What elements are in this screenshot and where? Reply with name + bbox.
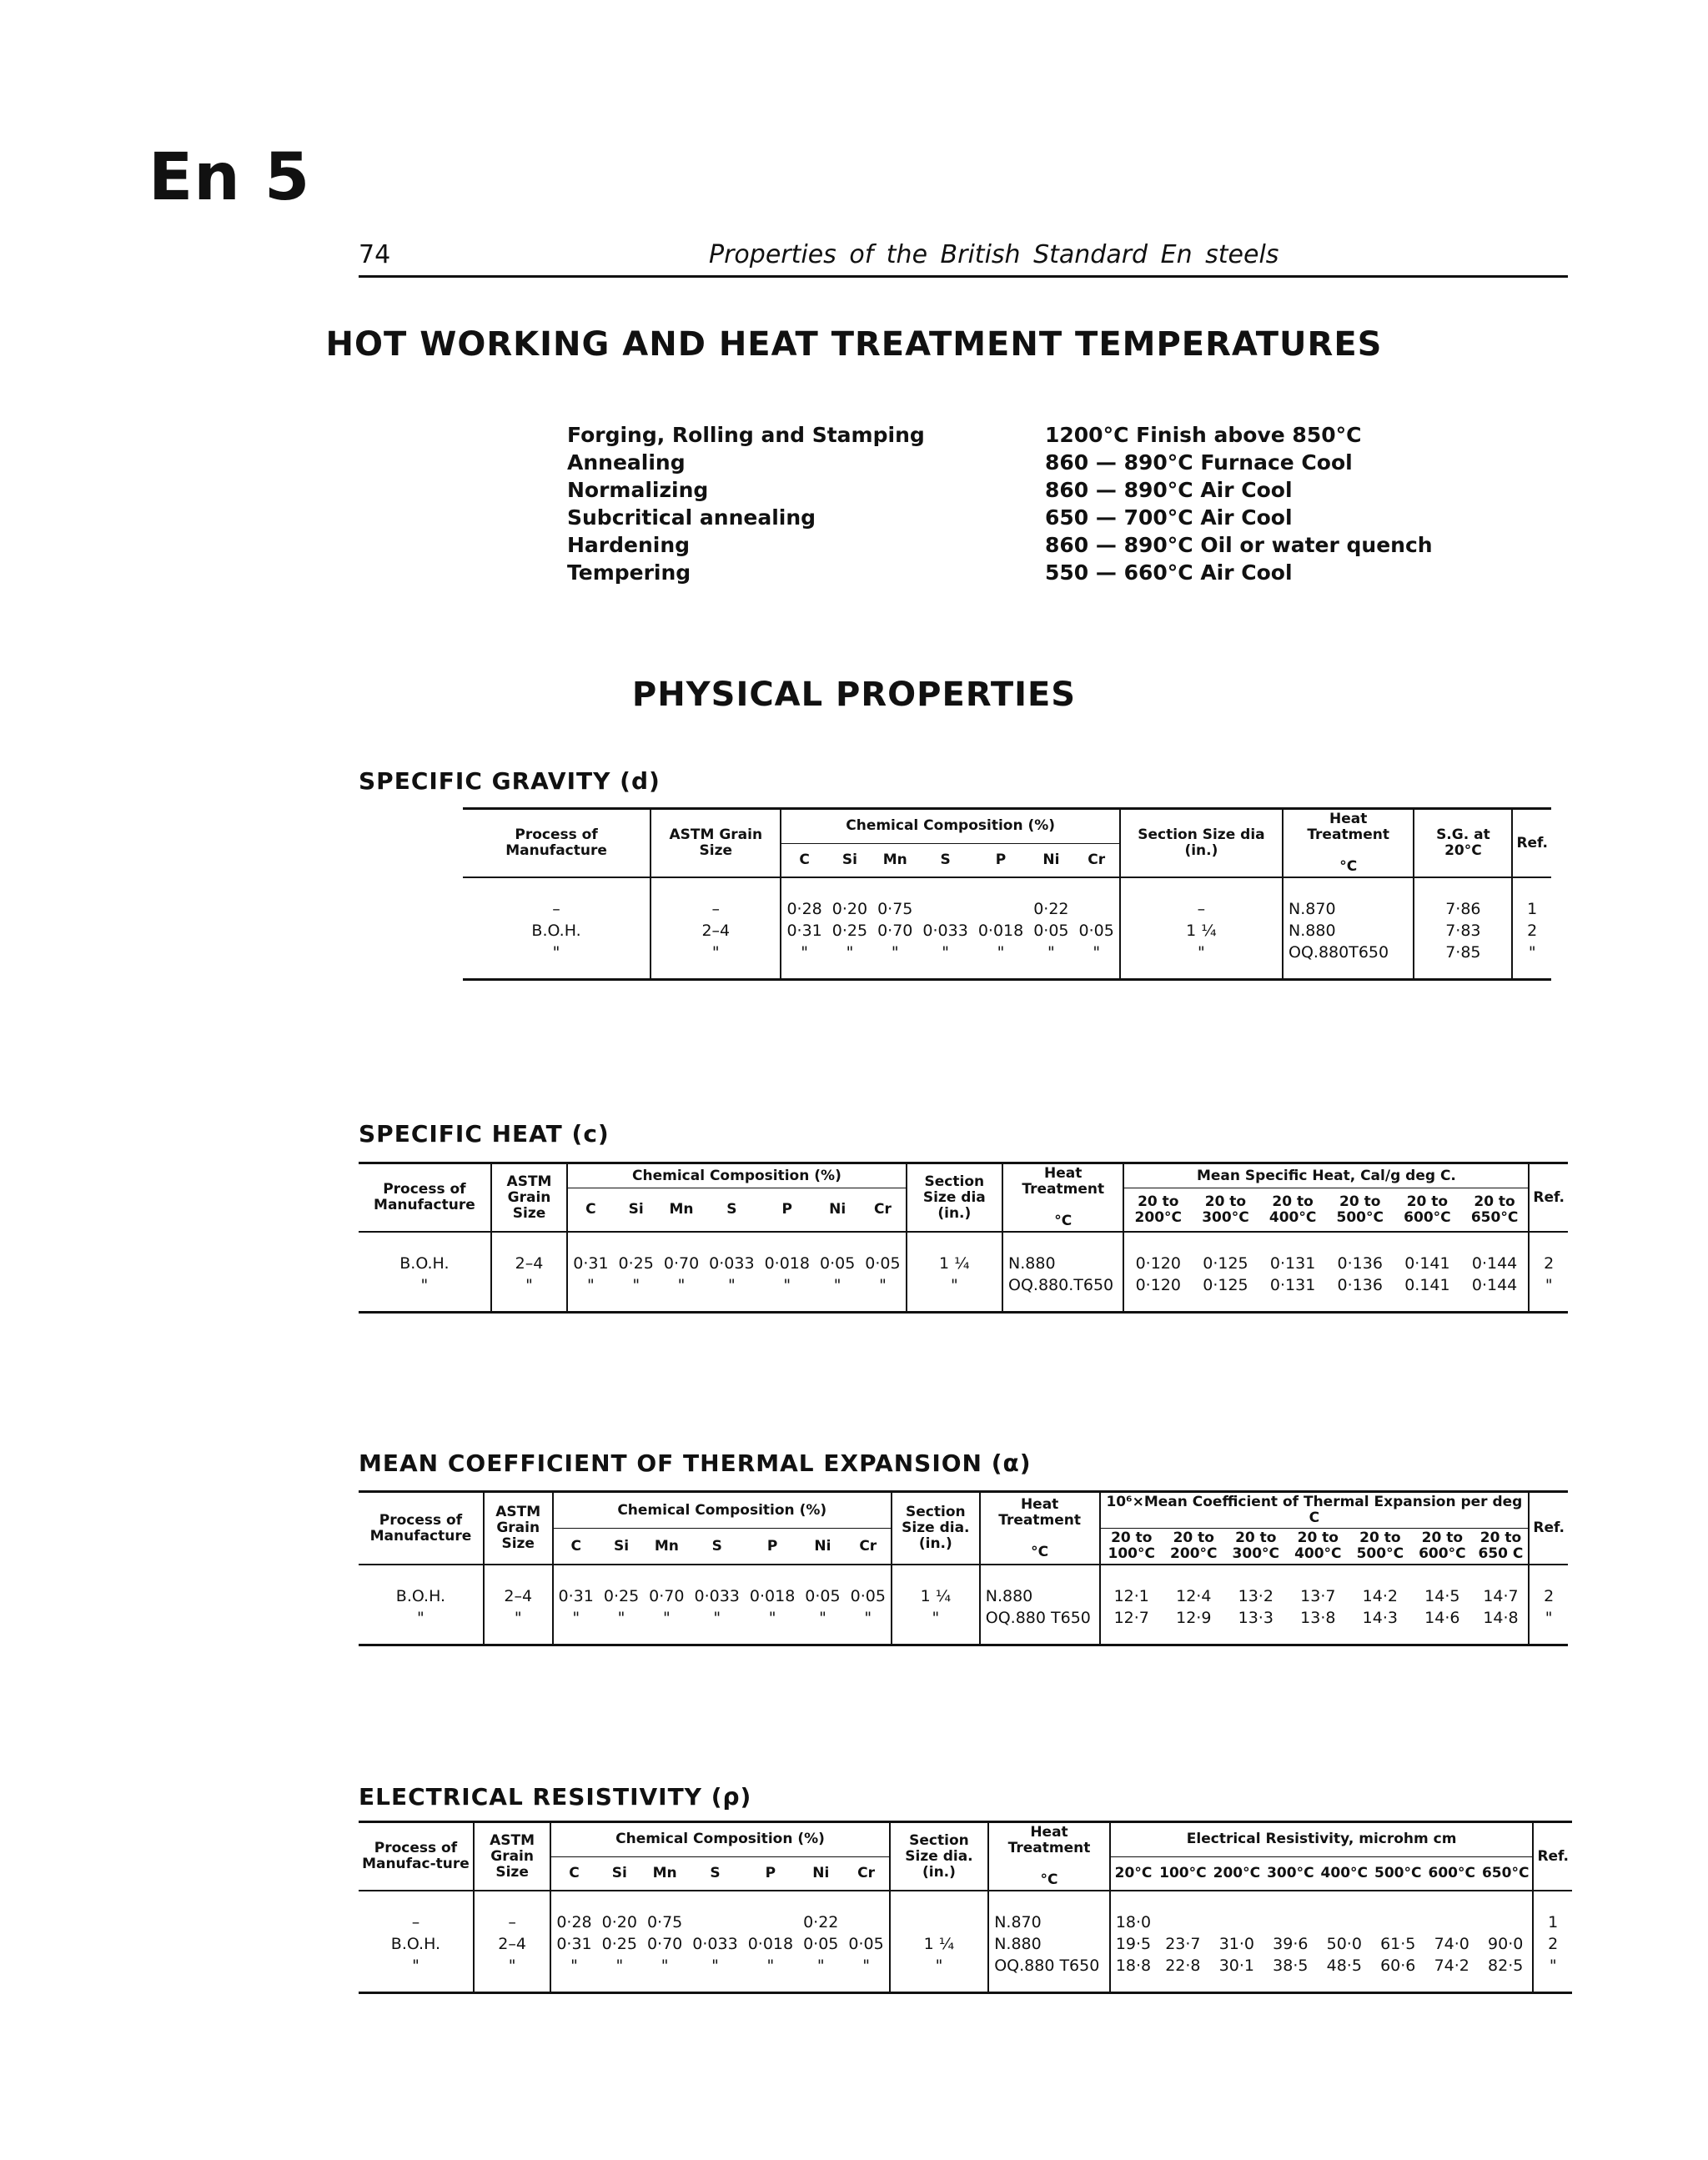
range-header: 20 to 200°C xyxy=(1170,1530,1218,1562)
composition-cell: " xyxy=(711,1957,719,1975)
value-cell: 48·5 xyxy=(1326,1957,1362,1975)
range-header: 20 to 650 C xyxy=(1478,1530,1524,1562)
value-cell: 22·8 xyxy=(1165,1957,1201,1975)
composition-cell: " xyxy=(781,942,826,980)
value-cell xyxy=(1156,1891,1209,1933)
process-header: Process of Manufacture xyxy=(463,809,651,878)
treatment-process: Normalizing xyxy=(567,478,709,502)
composition-cell: 0·05 xyxy=(805,1587,841,1605)
ref-cell: " xyxy=(1529,1274,1568,1313)
value-cell: 0.141 xyxy=(1404,1276,1450,1294)
section-cell: " xyxy=(907,1274,1002,1313)
astm-header: ASTM Grain Size xyxy=(651,809,781,878)
section-cell: 1 ¼ xyxy=(907,1232,1002,1274)
range-header: 100°C xyxy=(1159,1864,1207,1881)
treatment-row xyxy=(567,449,1434,476)
value-cell: 30·1 xyxy=(1218,1957,1254,1975)
sg-cell: 7·83 xyxy=(1414,920,1512,942)
ref-cell: " xyxy=(1512,942,1551,980)
heat-treatment-header: Heat Treatment °C xyxy=(1283,809,1414,878)
range-header: 20 to 300°C xyxy=(1232,1530,1280,1562)
composition-cell: " xyxy=(1047,943,1055,962)
composition-cell: " xyxy=(661,1957,669,1975)
astm-header: ASTM Grain Size xyxy=(474,1822,550,1891)
value-cell: 82·5 xyxy=(1488,1957,1524,1975)
astm-header: ASTM Grain Size xyxy=(491,1163,567,1233)
composition-cell: " xyxy=(833,1276,841,1294)
composition-cell: " xyxy=(846,943,854,962)
sg-cell: 7·85 xyxy=(1414,942,1512,980)
ref-cell: 1 xyxy=(1533,1891,1572,1933)
section-cell: – xyxy=(1120,877,1283,920)
value-cell: 38·5 xyxy=(1273,1957,1309,1975)
element-header: C xyxy=(567,1188,613,1232)
table-row xyxy=(463,920,1551,942)
ref-cell: 2 xyxy=(1529,1565,1568,1607)
composition-cell: 0·75 xyxy=(646,1913,683,1931)
value-cell: 0·144 xyxy=(1471,1254,1518,1273)
composition-cell: 0·22 xyxy=(1033,900,1069,918)
treatment-process: Subcritical annealing xyxy=(567,505,816,530)
value-cell: 61·5 xyxy=(1380,1935,1416,1953)
composition-cell xyxy=(917,877,972,920)
composition-cell: " xyxy=(713,1609,721,1627)
range-header: 20 to 200°C xyxy=(1123,1188,1192,1232)
steel-grade-label: En 5 xyxy=(148,140,311,215)
element-mn-header: Mn xyxy=(882,851,907,868)
value-cell xyxy=(1479,1891,1533,1933)
process-cell: B.O.H. xyxy=(390,1935,441,1953)
range-header: 300°C xyxy=(1267,1864,1314,1881)
composition-cell: 0·70 xyxy=(877,922,913,940)
composition-cell: 0·033 xyxy=(922,922,968,940)
value-cell: 13·8 xyxy=(1300,1609,1336,1627)
astm-cell: – xyxy=(651,877,781,920)
composition-cell: 0·20 xyxy=(831,900,868,918)
astm-cell: " xyxy=(474,1955,550,1993)
section-cell: 1 ¼ xyxy=(1120,920,1283,942)
composition-cell xyxy=(743,1891,798,1933)
sg-cell: 7·86 xyxy=(1414,877,1512,920)
heat-treatment-cell: N.870 xyxy=(1283,877,1414,920)
section-cell: " xyxy=(892,1607,980,1645)
element-header: Si xyxy=(613,1537,630,1555)
element-cr-header: Cr xyxy=(1088,851,1106,868)
composition-cell: " xyxy=(997,943,1005,962)
process-cell: B.O.H. xyxy=(531,922,581,940)
value-cell: 14·7 xyxy=(1483,1587,1519,1605)
composition-cell: 0·018 xyxy=(749,1587,796,1605)
element-ni-header: Ni xyxy=(1042,851,1060,868)
section-size-header: Section Size dia. (in.) xyxy=(892,1492,980,1565)
composition-cell: 0·25 xyxy=(603,1587,640,1605)
thermal-expansion-title: MEAN COEFFICIENT OF THERMAL EXPANSION (α) xyxy=(359,1449,1032,1477)
range-header: 20 to 300°C xyxy=(1202,1193,1249,1226)
composition-cell: " xyxy=(615,1957,624,1975)
ref-header: Ref. xyxy=(1533,1822,1572,1891)
table-row xyxy=(359,1933,1572,1955)
table-row xyxy=(463,877,1551,920)
composition-cell: 0·25 xyxy=(831,922,868,940)
heat-treatment-cell: N.880 xyxy=(988,1933,1110,1955)
composition-cell: 0·70 xyxy=(646,1935,683,1953)
thermal-expansion-table xyxy=(359,1490,1568,1646)
treatment-temperature: 650 — 700°C Air Cool xyxy=(1045,505,1293,530)
section-size-header: Section Size dia. (in.) xyxy=(890,1822,988,1891)
value-cell: 0·144 xyxy=(1471,1276,1518,1294)
range-header: 20 to 500°C xyxy=(1356,1530,1404,1562)
composition-cell: " xyxy=(816,1957,825,1975)
section-cell: " xyxy=(890,1955,988,1993)
element-c-header: C xyxy=(781,843,826,877)
value-cell: 18·8 xyxy=(1110,1955,1156,1993)
element-header: P xyxy=(765,1864,776,1881)
composition-cell: " xyxy=(783,1276,791,1294)
composition-cell: " xyxy=(553,1607,599,1645)
chem-comp-header: Chemical Composition (%) xyxy=(781,809,1119,844)
value-cell: 74·2 xyxy=(1434,1957,1469,1975)
process-header: Process of Manufac-ture xyxy=(359,1822,474,1891)
sg-header: S.G. at 20°C xyxy=(1414,809,1512,878)
value-cell: 14·3 xyxy=(1362,1609,1398,1627)
treatment-temperature: 860 — 890°C Oil or water quench xyxy=(1045,533,1433,557)
range-header: 20 to 100°C xyxy=(1100,1529,1163,1565)
astm-cell: 2–4 xyxy=(491,1232,567,1274)
element-header: C xyxy=(553,1529,599,1565)
composition-cell: 0·22 xyxy=(803,1913,839,1931)
ref-cell: 1 xyxy=(1512,877,1551,920)
treatment-row xyxy=(567,559,1434,586)
table-row xyxy=(359,1955,1572,1993)
heat-treatment-header: Heat Treatment °C xyxy=(988,1822,1110,1891)
composition-cell: 0·28 xyxy=(550,1891,596,1933)
chem-comp-header: Chemical Composition (%) xyxy=(553,1492,892,1529)
heat-treatment-cell: OQ.880T650 xyxy=(1283,942,1414,980)
value-cell: 13·2 xyxy=(1238,1587,1273,1605)
resistivity-header: Electrical Resistivity, microhm cm xyxy=(1110,1822,1534,1857)
value-cell: 39·6 xyxy=(1273,1935,1309,1953)
element-header: Mn xyxy=(669,1201,694,1218)
heat-treatment-cell: N.880 xyxy=(1283,920,1414,942)
astm-cell: " xyxy=(491,1274,567,1313)
process-cell: – xyxy=(411,1913,420,1931)
running-head: Properties of the British Standard En steels xyxy=(709,240,1279,269)
ref-header: Ref. xyxy=(1529,1492,1568,1565)
composition-cell: 0·05 xyxy=(850,1587,886,1605)
value-cell xyxy=(1371,1891,1424,1933)
treatment-process: Annealing xyxy=(567,450,686,475)
composition-cell: 0·018 xyxy=(977,922,1024,940)
treatment-temperature: 1200°C Finish above 850°C xyxy=(1045,423,1362,447)
composition-cell: 0·018 xyxy=(747,1935,794,1953)
composition-cell: " xyxy=(550,1955,596,1993)
heat-treatment-cell: OQ.880 T650 xyxy=(980,1607,1100,1645)
value-cell: 90·0 xyxy=(1488,1935,1524,1953)
value-cell xyxy=(1318,1891,1371,1933)
value-cell: 12·9 xyxy=(1176,1609,1212,1627)
composition-cell: " xyxy=(891,943,899,962)
treatment-temperature: 860 — 890°C Air Cool xyxy=(1045,478,1293,502)
process-cell: " xyxy=(412,1957,419,1975)
value-cell: 0·141 xyxy=(1404,1254,1450,1273)
value-cell: 31·0 xyxy=(1218,1935,1254,1953)
composition-cell: 0·033 xyxy=(709,1254,755,1273)
value-cell: 12·1 xyxy=(1100,1565,1163,1607)
heat-treatment-header: Heat Treatment °C xyxy=(980,1492,1100,1565)
ref-header: Ref. xyxy=(1512,809,1551,878)
process-cell: – xyxy=(552,900,560,918)
section-size-header: Section Size dia (in.) xyxy=(907,1163,1002,1233)
element-header: Si xyxy=(628,1201,644,1218)
table-row xyxy=(359,1565,1568,1607)
section-size-header: Section Size dia (in.) xyxy=(1120,809,1283,878)
composition-cell: " xyxy=(862,1957,870,1975)
range-header: 500°C xyxy=(1374,1864,1422,1881)
hot-working-list xyxy=(567,421,1434,586)
element-header: C xyxy=(550,1856,596,1891)
composition-cell: 0·018 xyxy=(764,1254,810,1273)
ref-cell: 2 xyxy=(1529,1232,1568,1274)
value-cell xyxy=(1210,1891,1263,1933)
treatment-process: Hardening xyxy=(567,533,691,557)
value-cell: 14·6 xyxy=(1424,1609,1460,1627)
value-cell: 14·2 xyxy=(1362,1587,1398,1605)
heat-treatment-cell: OQ.880 T650 xyxy=(988,1955,1110,1993)
composition-cell: " xyxy=(567,1274,613,1313)
ref-cell: 2 xyxy=(1512,920,1551,942)
composition-cell: " xyxy=(617,1609,625,1627)
element-header: Cr xyxy=(874,1201,892,1218)
range-header: 20 to 650°C xyxy=(1470,1193,1519,1226)
table-row xyxy=(463,942,1551,980)
astm-cell: – xyxy=(474,1891,550,1933)
table-row xyxy=(359,1891,1572,1933)
electrical-resistivity-table xyxy=(359,1821,1572,1994)
value-cell: 0·125 xyxy=(1203,1276,1248,1294)
section-cell: 1 ¼ xyxy=(892,1565,980,1607)
element-p-header: P xyxy=(995,851,1007,868)
ref-cell: " xyxy=(1533,1955,1572,1993)
value-cell: 19·5 xyxy=(1110,1933,1156,1955)
composition-cell: 0·05 xyxy=(1078,922,1114,940)
value-cell: 14·5 xyxy=(1424,1587,1460,1605)
value-cell: 0·125 xyxy=(1203,1254,1248,1273)
element-header: Cr xyxy=(859,1537,877,1555)
ref-header: Ref. xyxy=(1529,1163,1568,1233)
composition-cell: 0·033 xyxy=(692,1935,738,1953)
specific-gravity-table xyxy=(463,807,1551,981)
value-cell: 0·120 xyxy=(1123,1274,1192,1313)
page-number: 74 xyxy=(359,240,391,269)
treatment-process: Forging, Rolling and Stamping xyxy=(567,423,925,447)
composition-cell: " xyxy=(879,1276,887,1294)
value-cell: 0·120 xyxy=(1123,1232,1192,1274)
composition-cell: " xyxy=(768,1609,776,1627)
range-header: 20 to 600°C xyxy=(1404,1193,1451,1226)
composition-cell: 0·05 xyxy=(848,1935,884,1953)
heat-treatment-header: Heat Treatment °C xyxy=(1002,1163,1123,1233)
process-cell: " xyxy=(417,1609,424,1627)
ref-cell: 2 xyxy=(1533,1933,1572,1955)
composition-cell: 0·31 xyxy=(553,1565,599,1607)
composition-cell: 0·31 xyxy=(567,1232,613,1274)
astm-cell: 2–4 xyxy=(474,1933,550,1955)
chem-comp-header: Chemical Composition (%) xyxy=(567,1163,906,1188)
heat-treatment-cell: N.880 xyxy=(980,1565,1100,1607)
page-header xyxy=(359,235,1568,278)
composition-cell: " xyxy=(819,1609,826,1627)
composition-cell: " xyxy=(864,1609,872,1627)
range-header: 650°C xyxy=(1481,1864,1530,1881)
value-cell: 23·7 xyxy=(1165,1935,1201,1953)
composition-cell xyxy=(1074,877,1120,920)
composition-cell: 0·05 xyxy=(865,1254,901,1273)
astm-cell: " xyxy=(484,1607,553,1645)
process-header: Process of Manufacture xyxy=(359,1492,484,1565)
composition-cell: 0·75 xyxy=(877,900,913,918)
range-header: 20 to 400°C xyxy=(1294,1530,1342,1562)
process-cell: " xyxy=(420,1276,429,1294)
element-header: Ni xyxy=(814,1537,831,1555)
value-cell: 13·3 xyxy=(1238,1609,1273,1627)
value-cell: 0·131 xyxy=(1269,1254,1316,1273)
process-cell: B.O.H. xyxy=(399,1254,450,1273)
section-cell xyxy=(890,1891,988,1933)
composition-cell xyxy=(973,877,1028,920)
mean-specific-heat-header: Mean Specific Heat, Cal/g deg C. xyxy=(1123,1163,1529,1188)
composition-cell xyxy=(843,1891,889,1933)
value-cell: 50·0 xyxy=(1326,1935,1362,1953)
thermal-expansion-coeff-header: 10⁶×Mean Coefficient of Thermal Expansion per deg C xyxy=(1100,1492,1530,1529)
heat-treatment-cell: OQ.880.T650 xyxy=(1002,1274,1123,1313)
astm-cell: " xyxy=(651,942,781,980)
composition-cell: 0·31 xyxy=(781,920,826,942)
element-header: P xyxy=(766,1537,778,1555)
value-cell: 18·0 xyxy=(1110,1891,1156,1933)
element-s-header: S xyxy=(940,851,951,868)
specific-heat-title: SPECIFIC HEAT (c) xyxy=(359,1120,610,1148)
value-cell xyxy=(1263,1891,1317,1933)
physical-properties-title: PHYSICAL PROPERTIES xyxy=(631,676,1077,714)
hot-working-title: HOT WORKING AND HEAT TREATMENT TEMPERATURES xyxy=(325,325,1383,364)
specific-heat-table xyxy=(359,1162,1568,1314)
process-cell: " xyxy=(552,943,560,962)
range-header: 400°C xyxy=(1320,1864,1369,1881)
composition-cell: " xyxy=(677,1276,686,1294)
composition-cell: " xyxy=(662,1609,671,1627)
element-header: P xyxy=(781,1201,793,1218)
element-header: Si xyxy=(611,1864,627,1881)
astm-header: ASTM Grain Size xyxy=(484,1492,553,1565)
element-header: S xyxy=(710,1864,721,1881)
composition-cell: " xyxy=(942,943,949,962)
specific-gravity-title: SPECIFIC GRAVITY (d) xyxy=(359,767,661,795)
astm-cell: 2–4 xyxy=(484,1565,553,1607)
composition-cell: 0·70 xyxy=(649,1587,685,1605)
element-header: Mn xyxy=(652,1864,677,1881)
treatment-row xyxy=(567,531,1434,559)
composition-cell: 0·25 xyxy=(618,1254,654,1273)
table-row xyxy=(359,1232,1568,1274)
composition-cell: " xyxy=(1093,943,1101,962)
value-cell: 12·7 xyxy=(1100,1607,1163,1645)
element-header: S xyxy=(726,1201,737,1218)
composition-cell: 0·70 xyxy=(663,1254,700,1273)
range-header: 600°C xyxy=(1428,1864,1475,1881)
value-cell: 14·8 xyxy=(1483,1609,1519,1627)
value-cell: 0·131 xyxy=(1269,1276,1316,1294)
range-header: 20 to 400°C xyxy=(1268,1193,1317,1226)
heat-treatment-cell: N.870 xyxy=(988,1891,1110,1933)
process-cell: B.O.H. xyxy=(395,1587,446,1605)
composition-cell: " xyxy=(766,1957,775,1975)
process-header: Process of Manufacture xyxy=(359,1163,491,1233)
table-row xyxy=(359,1607,1568,1645)
composition-cell: 0·05 xyxy=(1033,922,1069,940)
composition-cell: 0·05 xyxy=(803,1935,839,1953)
value-cell: 0·136 xyxy=(1337,1276,1383,1294)
composition-cell xyxy=(687,1891,742,1933)
range-header: 20 to 500°C xyxy=(1336,1193,1384,1226)
composition-cell: " xyxy=(632,1276,640,1294)
treatment-row xyxy=(567,476,1434,504)
composition-cell: 0·20 xyxy=(601,1913,637,1931)
range-header: 20°C xyxy=(1110,1856,1156,1891)
element-header: Cr xyxy=(857,1864,875,1881)
electrical-resistivity-title: ELECTRICAL RESISTIVITY (ρ) xyxy=(359,1783,752,1811)
range-header: 200°C xyxy=(1213,1864,1261,1881)
ref-cell: " xyxy=(1529,1607,1568,1645)
section-cell: 1 ¼ xyxy=(890,1933,988,1955)
value-cell: 12·4 xyxy=(1176,1587,1212,1605)
composition-cell: 0·033 xyxy=(694,1587,740,1605)
element-header: Ni xyxy=(829,1201,846,1218)
element-header: Mn xyxy=(654,1537,679,1555)
treatment-row xyxy=(567,421,1434,449)
value-cell xyxy=(1424,1891,1478,1933)
composition-cell: " xyxy=(728,1276,736,1294)
composition-cell: 0·25 xyxy=(601,1935,637,1953)
composition-cell: 0·31 xyxy=(550,1933,596,1955)
composition-cell: 0·05 xyxy=(819,1254,856,1273)
value-cell: 13·7 xyxy=(1300,1587,1336,1605)
value-cell: 74·0 xyxy=(1434,1935,1469,1953)
heat-treatment-cell: N.880 xyxy=(1002,1232,1123,1274)
element-header: S xyxy=(711,1537,722,1555)
treatment-temperature: 550 — 660°C Air Cool xyxy=(1045,560,1293,585)
value-cell: 60·6 xyxy=(1380,1957,1416,1975)
element-header: Ni xyxy=(812,1864,830,1881)
table-row xyxy=(359,1274,1568,1313)
treatment-process: Tempering xyxy=(567,560,691,585)
treatment-row xyxy=(567,504,1434,531)
treatment-temperature: 860 — 890°C Furnace Cool xyxy=(1045,450,1353,475)
element-si-header: Si xyxy=(841,851,857,868)
chem-comp-header: Chemical Composition (%) xyxy=(550,1822,889,1857)
composition-cell: 0·28 xyxy=(781,877,826,920)
section-cell: " xyxy=(1120,942,1283,980)
astm-cell: 2–4 xyxy=(651,920,781,942)
value-cell: 0·136 xyxy=(1337,1254,1383,1273)
range-header: 20 to 600°C xyxy=(1419,1530,1466,1562)
